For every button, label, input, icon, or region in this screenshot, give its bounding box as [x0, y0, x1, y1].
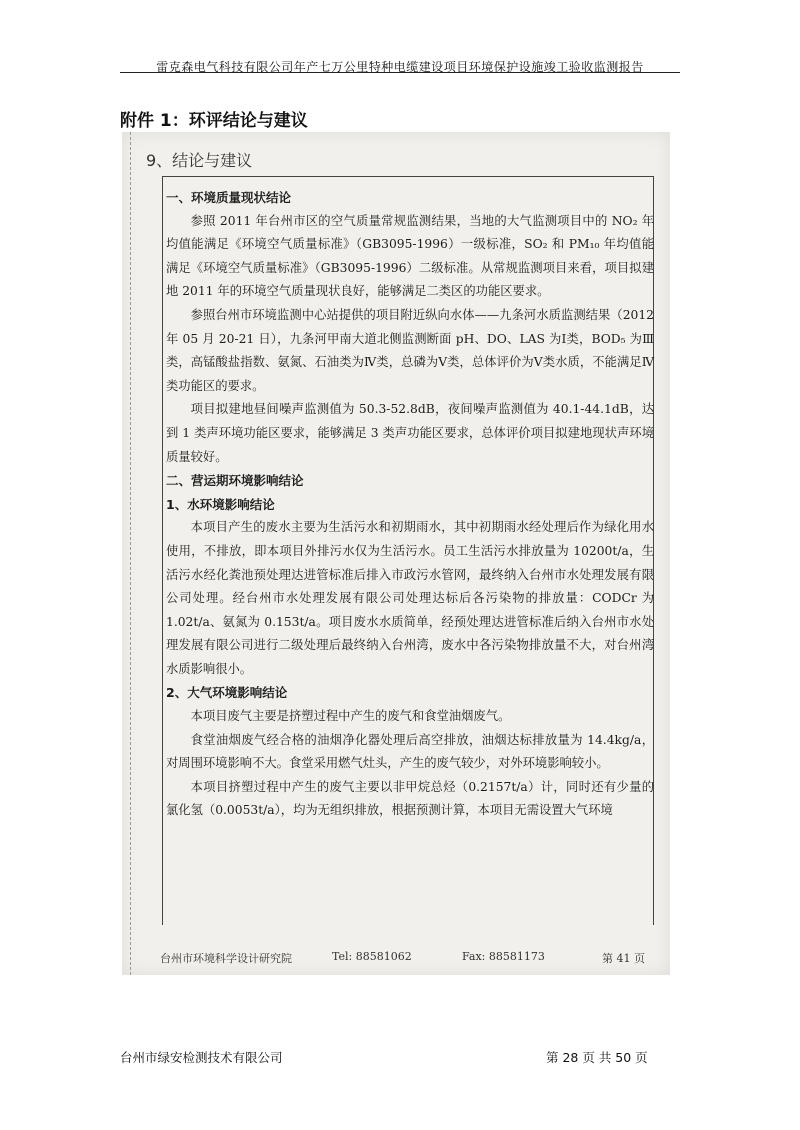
footer-company: 台州市绿安检测技术有限公司: [120, 1050, 283, 1065]
scan-footer-page: 第 41 页: [602, 952, 645, 965]
paragraph-exhaust-sources: 本项目废气主要是挤塑过程中产生的废气和食堂油烟废气。: [190, 709, 511, 724]
footer-page-info: 第 28 页 共 50 页: [546, 1050, 648, 1065]
scan-content: [166, 186, 654, 823]
section-title: 9、结论与建议: [146, 151, 253, 170]
running-header: 雷克森电气科技有限公司年产七万公里特种电缆建设项目环境保护设施竣工验收监测报告: [156, 60, 644, 74]
paragraph-extrusion-gas: 本项目挤塑过程中产生的废气主要以非甲烷总烃（0.2157t/a）计，同时还有少量的氯化氢（0.0053t/a），均为无组织排放，根据预测计算，本项目无需设置大气环境: [166, 779, 654, 818]
attachment-title: 附件 1：环评结论与建议: [120, 111, 308, 131]
paragraph-noise: 项目拟建地昼间噪声监测值为 50.3-52.8dB，夜间噪声监测值为 40.1-44.1dB，达到 1 类声环境功能区要求，能够满足 3 类声功能区要求，总体评价项目拟建地现状声环境质量较好。: [166, 402, 654, 464]
heading-water-impact: 1、水环境影响结论: [166, 496, 275, 512]
scanned-page-image: [122, 132, 670, 975]
binding-margin-line: [130, 132, 131, 975]
heading-operation-impact: 二、营运期环境影响结论: [166, 473, 304, 489]
paragraph-wastewater: 本项目产生的废水主要为生活污水和初期雨水，其中初期雨水经处理后作为绿化用水使用，不排放，即本项目外排污水仅为生活污水。员工生活污水排放量为 10200t/a，生活污水经化粪池预处理达进管标准后排入市政污水管网，最终纳入台州市水处理发展有限公司处理。经台州市水处理发展有限公司处理达标后各污染物的排放量：CODCr 为 1.02t/a、氨氮为 0.153t/a。项目废水水质简单，经预处理达进管标准后纳入台州市水处理发展有限公司进行二级处理后最终纳入台州湾，废水中各污染物排放量不大，对台州湾水质影响很小。: [166, 520, 654, 676]
heading-env-quality: 一、环境质量现状结论: [166, 190, 292, 205]
header-rule: [120, 72, 680, 73]
paragraph-air-quality: 参照 2011 年台州市区的空气质量常规监测结果，当地的大气监测项目中的 NO₂ 年均值能满足《环境空气质量标准》（GB3095-1996）一级标准，SO₂ 和 PM₁₀ 年均值能满足《环境空气质量标准》（GB3095-1996）二级标准。从常规监测项目来看，项目拟建地 2011 年的环境空气质量现状良好，能够满足二类区的功能区要求。: [166, 213, 654, 299]
scan-footer-institute: 台州市环境科学设计研究院: [160, 952, 292, 965]
paragraph-water-quality: 参照台州市环境监测中心站提供的项目附近纵向水体——九条河水质监测结果（2012 年 05 月 20-21 日），九条河甲南大道北侧监测断面 pH、DO、LAS 为Ⅰ类，BOD₅ 为Ⅲ类，高锰酸盐指数、氨氮、石油类为Ⅳ类，总磷为Ⅴ类，总体评价为Ⅴ类水质，不能满足Ⅳ类功能区的要求。: [166, 307, 654, 393]
heading-air-impact: 2、大气环境影响结论: [166, 685, 288, 701]
scan-footer-tel: Tel: 88581062: [332, 950, 412, 963]
scan-footer-fax: Fax: 88581173: [462, 950, 545, 963]
paragraph-kitchen-fumes: 食堂油烟废气经合格的油烟净化器处理后高空排放，油烟达标排放量为 14.4kg/a，对周围环境影响不大。食堂采用燃气灶头，产生的废气较少，对外环境影响较小。: [166, 732, 654, 771]
